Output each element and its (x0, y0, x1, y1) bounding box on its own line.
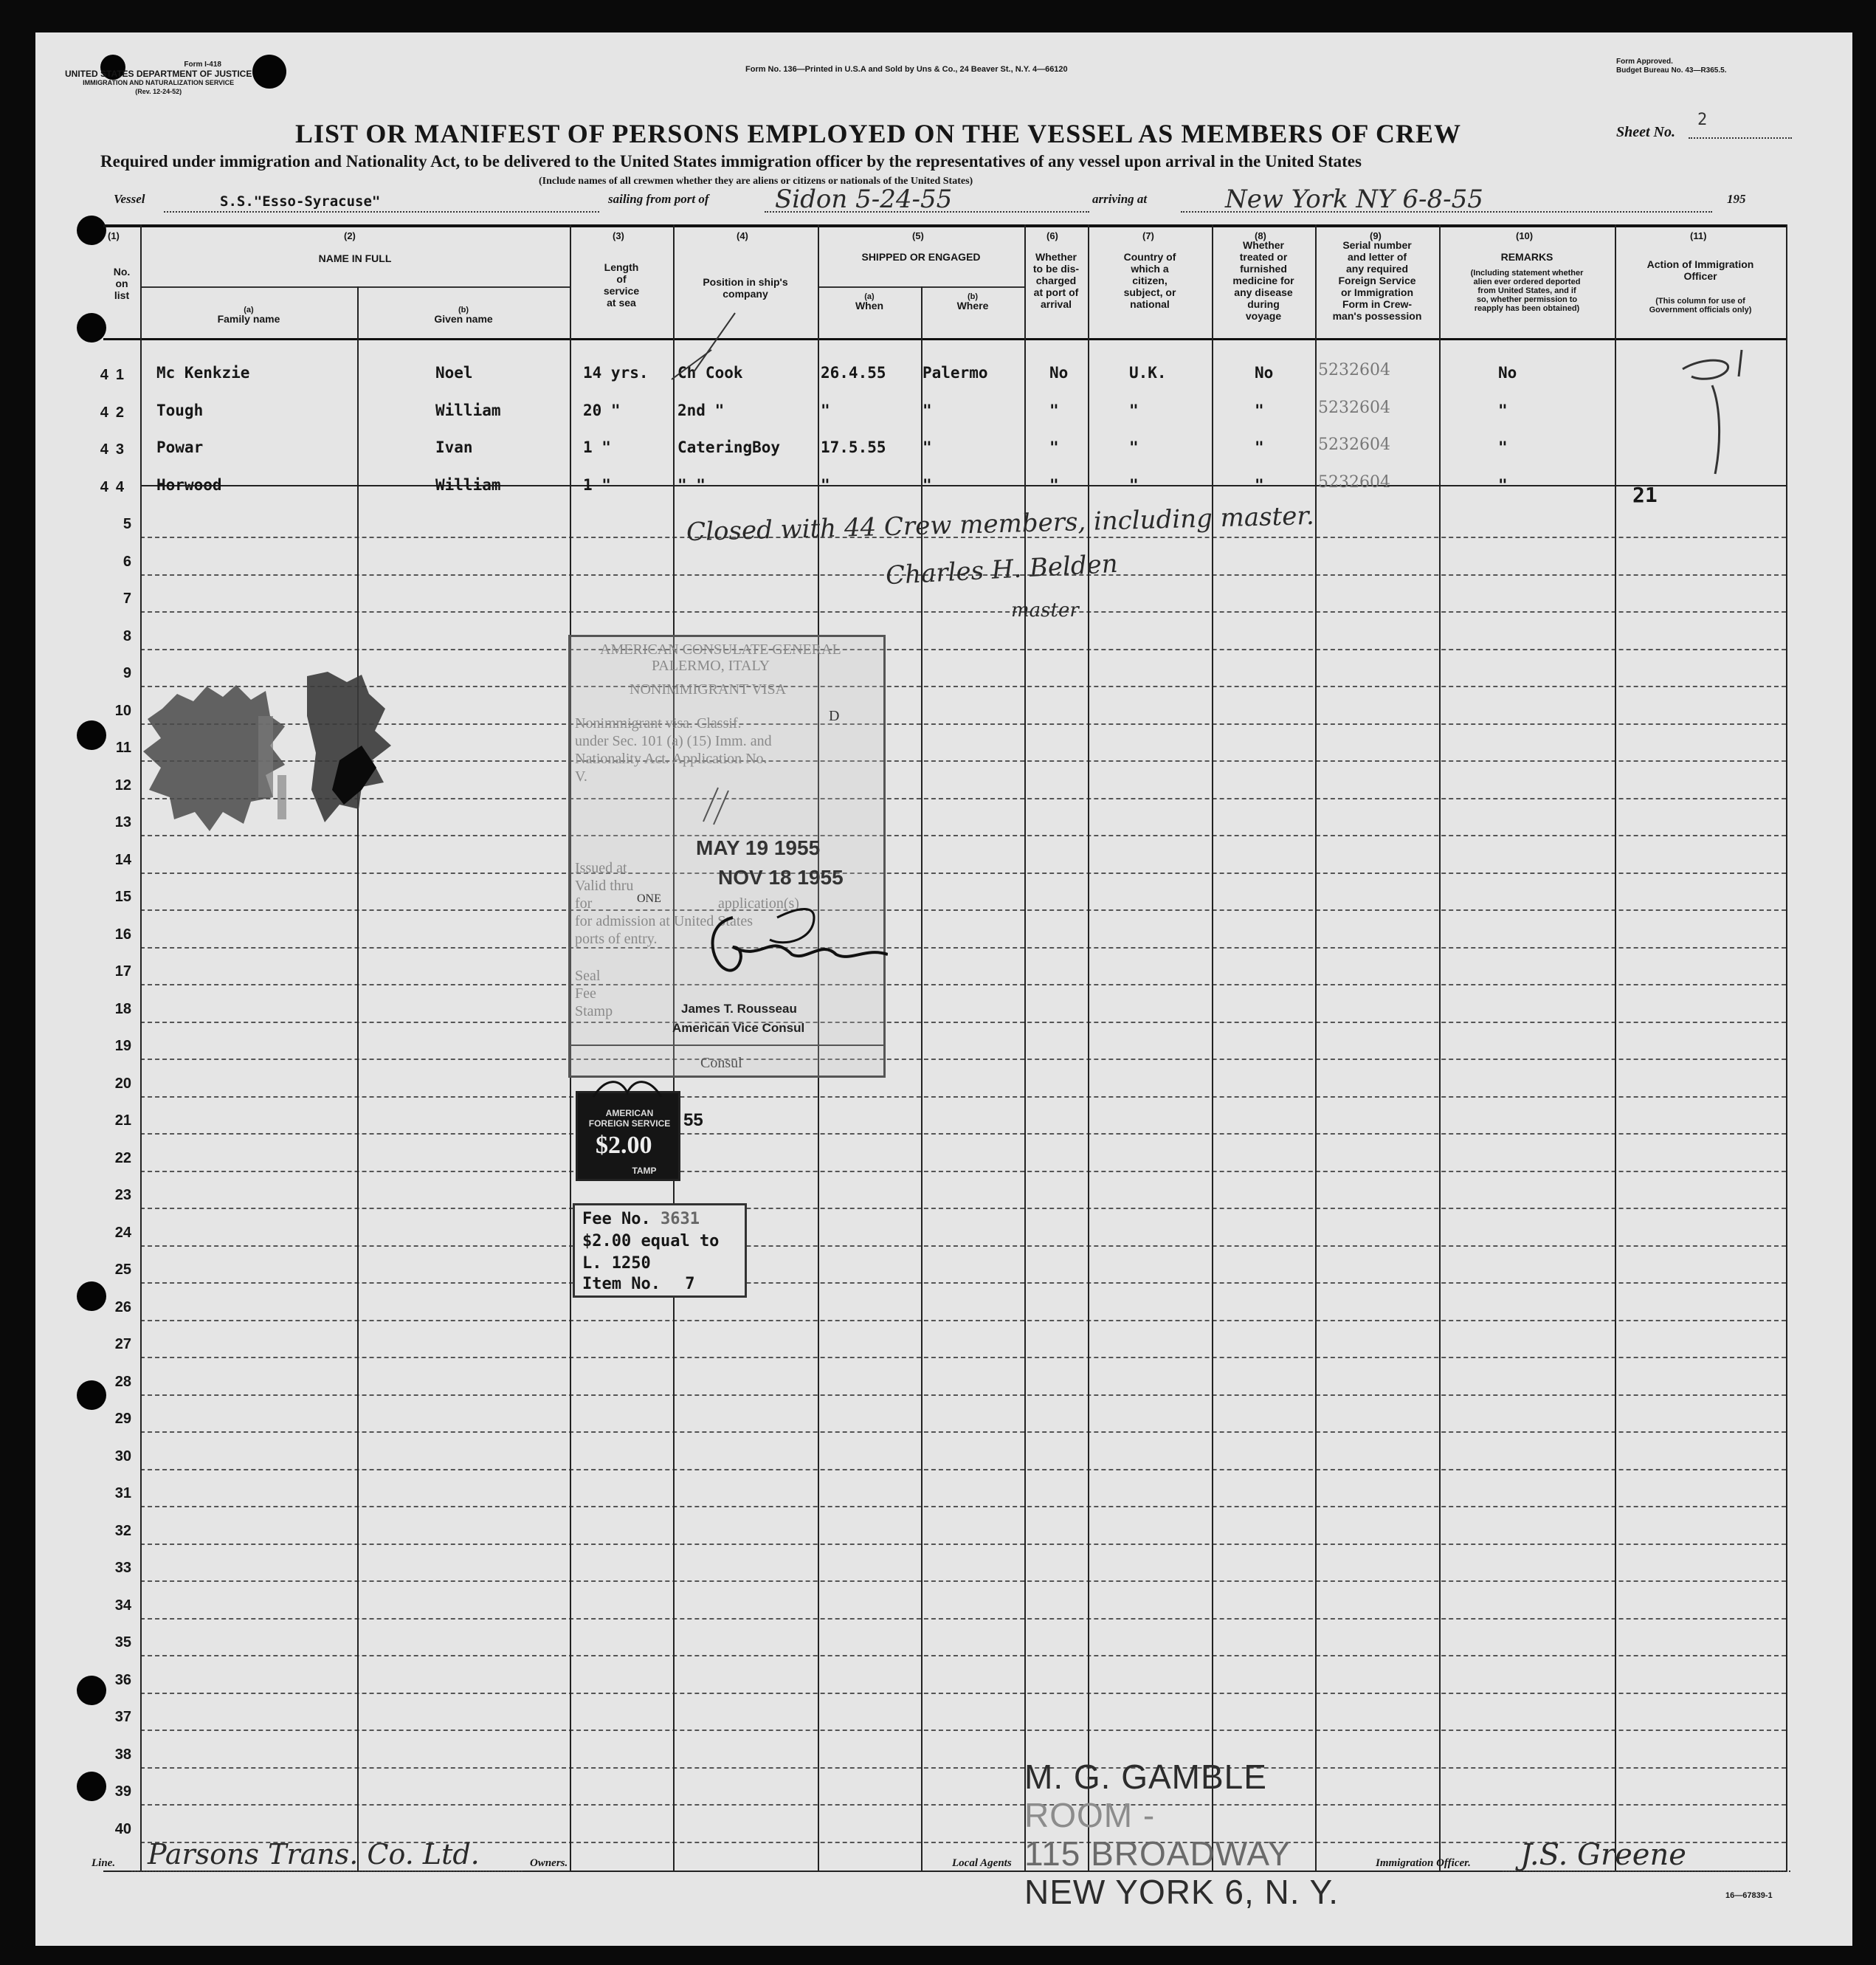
col-rule (1615, 224, 1616, 1871)
cell-given: Noel (435, 364, 473, 382)
visa-applications: application(s) (718, 895, 799, 912)
row-number: 33 (114, 1560, 131, 1576)
row-rule (140, 1208, 1786, 1209)
revision: (Rev. 12-24-52) (135, 88, 182, 95)
row-number: 34 (114, 1597, 131, 1614)
row-rule (140, 1394, 1786, 1396)
revenue-stamp-value: $2.00 (596, 1132, 652, 1159)
cell-where: " (923, 438, 932, 456)
cancel-mark (590, 1078, 664, 1100)
row-rule (140, 1133, 1786, 1135)
row-number: 23 (114, 1187, 131, 1203)
header-family-name: (a) Family name (217, 306, 280, 325)
cell-when: " (821, 476, 830, 494)
revenue-stamp-tail: TAMP (632, 1166, 657, 1176)
header-given-name: (b) Given name (434, 306, 493, 325)
cell-remarks: No (1498, 364, 1517, 382)
cell-country: " (1129, 476, 1139, 494)
header-name-in-full: NAME IN FULL (318, 252, 392, 264)
row-rule (140, 1171, 1786, 1172)
row-number: 35 (114, 1634, 131, 1651)
visa-section: under Sec. 101 (a) (15) Imm. and (575, 733, 772, 749)
header-where: (b) Where (956, 292, 989, 312)
row-number: 38 (114, 1747, 131, 1763)
cell-length: 14 yrs. (583, 364, 649, 382)
action-check-marks (1624, 341, 1756, 481)
budget-bureau: Budget Bureau No. 43—R365.5. (1616, 66, 1727, 75)
officer-signature: J.S. Greene (1520, 1838, 1686, 1872)
row-number: 15 (114, 889, 131, 905)
cell-treated: " (1255, 402, 1264, 419)
row-rule (140, 1059, 1786, 1060)
row-number: 5 (123, 516, 131, 532)
row-rule (140, 1655, 1786, 1656)
cell-position: 2nd " (677, 402, 725, 419)
row-rule (140, 1282, 1786, 1284)
col-rule (140, 224, 142, 1871)
visa-issued: Issued at (575, 860, 627, 876)
cell-serial: 5232604 (1318, 399, 1390, 417)
cell-when: 26.4.55 (821, 364, 886, 382)
visa-seal: Seal (575, 968, 601, 984)
row-number: 6 (123, 554, 131, 570)
fee-stamp (573, 1203, 747, 1298)
fee-item (582, 1275, 694, 1293)
cell-when: 17.5.55 (821, 438, 886, 456)
header-country: Country of which a citizen, subject, or national (1123, 251, 1176, 310)
master-signature: Charles H. Belden (885, 548, 1119, 591)
row-rule (140, 1320, 1786, 1321)
header-no-on-list: No. on list (113, 266, 131, 301)
row-rule (140, 1544, 1786, 1545)
row-number: 20 (114, 1076, 131, 1092)
row-number: 30 (114, 1448, 131, 1465)
cell-country: " (1129, 402, 1139, 419)
row-rule (140, 947, 1786, 949)
row-number: 44 (100, 479, 131, 495)
col-number-10: (10) (1516, 230, 1534, 241)
col-number-6: (6) (1046, 230, 1058, 241)
visa-act: Nationality Act. Application No. (575, 751, 768, 767)
local-agents-label: Local Agents (952, 1857, 1012, 1869)
cell-family: Horwood (156, 476, 222, 494)
row-number: 18 (114, 1001, 131, 1017)
header-remarks-note: (Including statement whether alien ever ordered deported from United States, and if so, whether permission to reapply has been obtained) (1470, 269, 1584, 313)
row-number: 12 (114, 777, 131, 794)
sheet-underline (1689, 137, 1792, 139)
cell-discharged: " (1049, 402, 1059, 419)
row-rule (140, 1245, 1786, 1247)
vessel-underline (164, 211, 599, 213)
header-position: Position in ship's company (703, 276, 788, 300)
cell-discharged: " (1049, 438, 1059, 456)
cell-where: " (923, 476, 932, 494)
row-rule (140, 1693, 1786, 1694)
col-rule (1439, 224, 1441, 1871)
row-number: 24 (114, 1225, 131, 1241)
row-number: 42 (100, 405, 131, 421)
visa-v: V. (575, 768, 587, 785)
header-action: Action of Immigration Officer (1646, 258, 1754, 282)
row-number: 19 (114, 1038, 131, 1054)
row-rule (140, 1096, 1786, 1098)
service: IMMIGRATION AND NATURALIZATION SERVICE (83, 79, 235, 86)
fee-lire: L. 1250 (582, 1254, 651, 1273)
cell-family: Mc Kenkzie (156, 364, 250, 382)
visa-consul: Consul (700, 1055, 742, 1071)
form-approval (1616, 58, 1726, 75)
cell-treated: No (1255, 364, 1274, 382)
cell-length: 1 " (583, 438, 611, 456)
col-number-11: (11) (1690, 230, 1707, 241)
row-number: 41 (100, 367, 131, 383)
row-rule (140, 1022, 1786, 1023)
closed-note: Closed with 44 Crew members, including master. (686, 500, 1315, 548)
visa-admission: for admission at United States (575, 913, 753, 929)
year-label: 195 (1727, 192, 1746, 206)
cell-remarks: " (1498, 402, 1508, 419)
row-number: 32 (114, 1523, 131, 1539)
agent-stamp-room: ROOM - (1024, 1796, 1156, 1834)
form-header-agency (65, 61, 252, 96)
cell-family: Powar (156, 438, 204, 456)
header-remarks: REMARKS (1500, 251, 1553, 263)
subtitle: Required under immigration and Nationality Act, to be delivered to the United States immigration officer by the representatives of any vessel upon arrival in the United States (100, 152, 1362, 171)
cell-family: Tough (156, 402, 204, 419)
vice-consul-name: James T. Rousseau (681, 1002, 797, 1016)
cell-position: CateringBoy (677, 438, 781, 456)
visa-fee: Fee (575, 985, 596, 1002)
col-rule (1212, 224, 1213, 1871)
row-rule (140, 1767, 1786, 1769)
fee-item-label: Item No. (582, 1275, 661, 1293)
visa-type: NONIMMIGRANT VISA (630, 681, 787, 698)
col-rule (357, 286, 359, 1871)
fee-item-value: 7 (685, 1275, 695, 1293)
cell-remarks: " (1498, 476, 1508, 494)
cell-length: 1 " (583, 476, 611, 494)
print-code: 16—67839-1 (1725, 1891, 1773, 1900)
fee-no (582, 1210, 700, 1228)
cell-given: William (435, 476, 501, 494)
owners-label: Owners. (530, 1857, 568, 1869)
cell-treated: " (1255, 476, 1264, 494)
col-rule (1024, 224, 1026, 1871)
row-rule (140, 611, 1786, 613)
master-role: master (1011, 599, 1079, 622)
row-number: 39 (114, 1783, 131, 1800)
row-rule (140, 1506, 1786, 1507)
row-number: 8 (123, 628, 131, 644)
form-approved: Form Approved. (1616, 58, 1673, 66)
consul-signature (644, 903, 888, 1006)
punch-hole (252, 55, 286, 89)
row-number: 40 (114, 1821, 131, 1837)
col-number-7: (7) (1142, 230, 1154, 241)
header-when: (a) When (855, 292, 884, 312)
col-number-9: (9) (1370, 230, 1382, 241)
row-rule (140, 1618, 1786, 1620)
sailing-label: sailing from port of (608, 192, 709, 206)
row-number: 22 (114, 1150, 131, 1166)
row-number: 7 (123, 591, 131, 607)
cell-serial: 5232604 (1318, 436, 1390, 454)
line-value: Parsons Trans. Co. Ltd. (148, 1838, 480, 1871)
cell-when: " (821, 402, 830, 419)
row-rule (140, 1580, 1786, 1582)
visa-valid-date: NOV 18 1955 (718, 866, 844, 889)
row-number: 25 (114, 1262, 131, 1278)
cell-length: 20 " (583, 402, 621, 419)
cell-where: Palermo (923, 364, 988, 382)
row-rule (140, 1730, 1786, 1731)
embossed-seal (140, 664, 413, 871)
visa-letter: D (829, 708, 840, 724)
include-note: (Include names of all crewmen whether they are aliens or citizens or nationals of the United States) (539, 176, 973, 187)
row-number: 11 (115, 740, 131, 756)
cell-given: William (435, 402, 501, 419)
visa-city: PALERMO, ITALY (652, 658, 770, 674)
header-action-note: (This column for use of Government officials only) (1649, 297, 1752, 314)
sheet-label: Sheet No. (1616, 124, 1675, 140)
col-number-5: (5) (912, 230, 924, 241)
cell-serial: 5232604 (1318, 361, 1390, 379)
row-number: 43 (100, 441, 131, 458)
col-number-2: (2) (344, 230, 356, 241)
cell-country: U.K. (1129, 364, 1167, 382)
fee-equal: $2.00 equal to (582, 1232, 720, 1250)
row-number: 13 (114, 814, 131, 830)
position-strikes (664, 298, 768, 387)
cell-position: Ch Cook (677, 364, 743, 382)
sheet-number: 2 (1697, 111, 1708, 129)
department: UNITED STATES DEPARTMENT OF JUSTICE (65, 69, 252, 79)
cell-remarks: " (1498, 438, 1508, 456)
cell-serial: 5232604 (1318, 473, 1390, 492)
header-serial: Serial number and letter of any required Foreign Service or Immigration Form in Crew- man's possession (1332, 239, 1422, 322)
cell-treated: " (1255, 438, 1264, 456)
line-label: Line. (92, 1857, 116, 1869)
header-bottom-rule (103, 338, 1786, 340)
row-rule (140, 1431, 1786, 1433)
cell-position: " " (677, 476, 706, 494)
row-number: 26 (114, 1299, 131, 1315)
col-rule (1786, 224, 1787, 1871)
vessel-label: Vessel (114, 192, 145, 206)
row-number: 9 (123, 665, 131, 681)
cell-where: " (923, 402, 932, 419)
page-title: LIST OR MANIFEST OF PERSONS EMPLOYED ON THE VESSEL AS MEMBERS OF CREW (295, 119, 1461, 148)
row-rule (140, 984, 1786, 985)
cell-country: " (1129, 438, 1139, 456)
line-underline (131, 1871, 523, 1872)
visa-valid: Valid thru (575, 878, 634, 894)
row-number: 37 (114, 1709, 131, 1725)
arriving-label: arriving at (1092, 192, 1148, 206)
revenue-stamp-year: 55 (683, 1110, 703, 1130)
visa-ports: ports of entry. (575, 931, 658, 947)
action-total: 21 (1632, 483, 1658, 507)
header-length: Length of service at sea (603, 261, 640, 309)
header-treated: Whether treated or furnished medicine for any disease during voyage (1232, 239, 1294, 322)
arriving-port: New York NY 6-8-55 (1225, 185, 1483, 214)
visa-for-count: ONE (637, 892, 661, 905)
row-number: 16 (114, 926, 131, 943)
col-number-8: (8) (1255, 230, 1266, 241)
col-number-3: (3) (613, 230, 624, 241)
col-number-4: (4) (737, 230, 748, 241)
name-subheader-rule (140, 286, 570, 288)
row-number: 36 (114, 1672, 131, 1688)
col-rule (1315, 224, 1317, 1871)
row-rule (140, 909, 1786, 911)
col-number-1: (1) (108, 230, 120, 241)
visa-issued-date: MAY 19 1955 (696, 836, 821, 859)
visa-stamp-label: Stamp (575, 1003, 613, 1019)
visa-for: for (575, 895, 593, 912)
printer-note: Form No. 136—Printed in U.S.A and Sold by Uns & Co., 24 Beaver St., N.Y. 4—66120 (745, 65, 1068, 74)
cell-discharged: " (1049, 476, 1059, 494)
col-rule (1088, 224, 1089, 1871)
row-rule (140, 1804, 1786, 1806)
fee-no-label: Fee No. (582, 1210, 651, 1228)
consul-rule (570, 1045, 883, 1046)
row-number: 17 (114, 963, 131, 980)
immigration-officer-label: Immigration Officer. (1376, 1857, 1471, 1869)
row-number: 21 (114, 1112, 131, 1129)
row-rule (140, 1357, 1786, 1358)
row-rule (140, 873, 1786, 874)
punch-hole (77, 216, 106, 245)
vessel-name: S.S."Esso-Syracuse" (220, 193, 381, 210)
cell-given: Ivan (435, 438, 473, 456)
revenue-stamp (576, 1091, 680, 1181)
end-of-list-rule (140, 485, 1787, 486)
row-number: 31 (114, 1485, 131, 1501)
row-rule (140, 1469, 1786, 1470)
header-shipped: SHIPPED OR ENGAGED (861, 251, 981, 263)
form-id: Form I-418 (184, 61, 221, 69)
header-discharged: Whether to be dis- charged at port of arrival (1032, 251, 1080, 310)
agent-stamp-street: 115 BROADWAY (1024, 1834, 1292, 1873)
agent-stamp-city: NEW YORK 6, N. Y. (1024, 1873, 1339, 1911)
row-rule (140, 649, 1786, 650)
sailing-port: Sidon 5-24-55 (775, 185, 953, 214)
row-number: 10 (114, 703, 131, 719)
row-number: 28 (114, 1374, 131, 1390)
stamp-scribble (696, 785, 740, 829)
vice-consul-title: American Vice Consul (672, 1021, 805, 1035)
row-number: 14 (114, 852, 131, 868)
row-number: 27 (114, 1336, 131, 1352)
visa-consulate: AMERICAN CONSULATE GENERAL (600, 641, 841, 658)
agent-stamp-name: M. G. GAMBLE (1024, 1758, 1267, 1796)
punch-hole (77, 313, 106, 343)
table-top-rule (103, 224, 1786, 227)
row-number: 29 (114, 1411, 131, 1427)
visa-classif: Nonimmigrant visa. Classif. (575, 715, 742, 732)
nonimmigrant-visa-stamp (568, 635, 886, 1078)
fee-no-value: 3631 (660, 1210, 700, 1228)
revenue-stamp-text: AMERICAN FOREIGN SERVICE (588, 1108, 671, 1129)
cell-discharged: No (1049, 364, 1069, 382)
